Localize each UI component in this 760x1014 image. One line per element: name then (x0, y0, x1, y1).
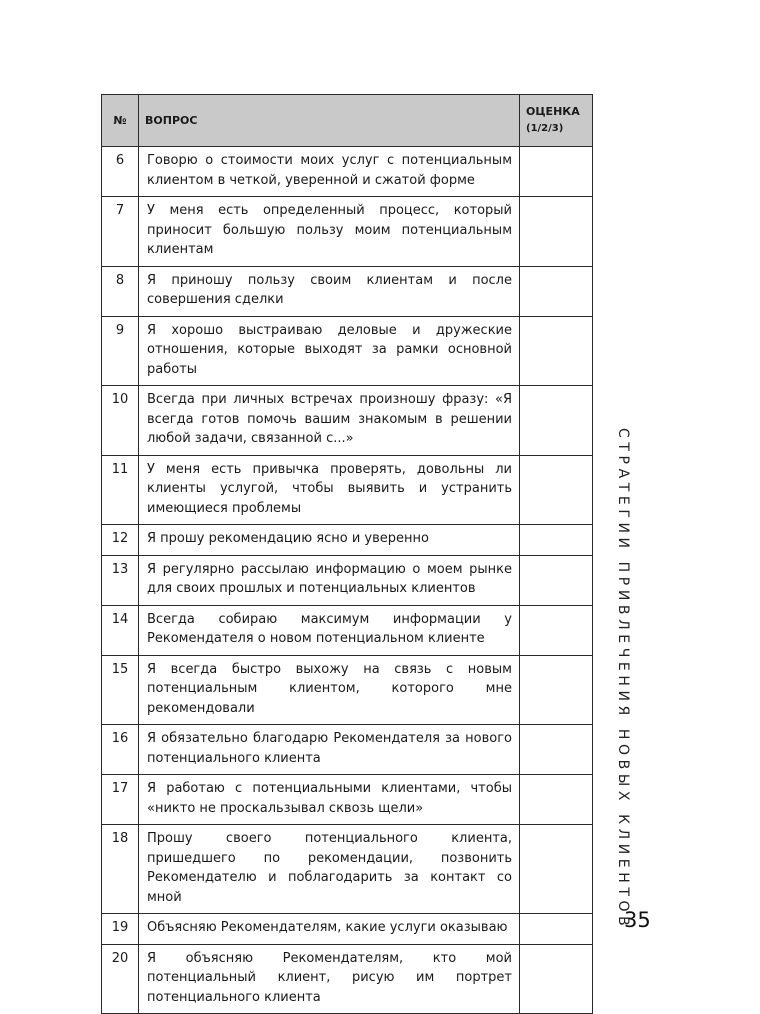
table-row (102, 266, 593, 316)
table-row (102, 944, 593, 1014)
assessment-table (101, 94, 593, 1014)
page-number: 35 (624, 908, 651, 932)
row-score-cell[interactable] (520, 605, 593, 655)
table-row (102, 825, 593, 914)
row-number: 11 (102, 455, 139, 525)
row-question: Я работаю с потенциальными клиентами, чтобы «никто не проскальзывал сквозь щели» (139, 775, 520, 825)
row-question: Я объясняю Рекомендателям, кто мой потенциальный клиент, рисую им портрет потенциального клиента (139, 944, 520, 1014)
row-number: 16 (102, 725, 139, 775)
table-row (102, 316, 593, 386)
row-score-cell[interactable] (520, 266, 593, 316)
row-score-cell[interactable] (520, 555, 593, 605)
table-row (102, 775, 593, 825)
table-row (102, 605, 593, 655)
row-score-cell[interactable] (520, 147, 593, 197)
row-score-cell[interactable] (520, 944, 593, 1014)
row-number: 12 (102, 525, 139, 556)
header-question: ВОПРОС (139, 95, 520, 147)
header-score-label: ОЦЕНКА (526, 105, 580, 118)
row-number: 14 (102, 605, 139, 655)
row-question: Прошу своего потенциального клиента, пришедшего по рекомендации, позвонить Рекомендателю и поблагодарить за контакт со мной (139, 825, 520, 914)
table-row (102, 655, 593, 725)
row-question: Всегда собираю максимум информации у Рекомендателя о новом потенциальном клиенте (139, 605, 520, 655)
table-row (102, 914, 593, 945)
row-score-cell[interactable] (520, 775, 593, 825)
row-score-cell[interactable] (520, 197, 593, 267)
row-question: Я обязательно благодарю Рекомендателя за нового потенциального клиента (139, 725, 520, 775)
row-question: Говорю о стоимости моих услуг с потенциальным клиентом в четкой, уверенной и сжатой форме (139, 147, 520, 197)
row-score-cell[interactable] (520, 725, 593, 775)
header-score (520, 95, 593, 147)
row-question: Я всегда быстро выхожу на связь с новым потенциальным клиентом, которого мне рекомендовали (139, 655, 520, 725)
row-question: Всегда при личных встречах произношу фразу: «Я всегда готов помочь вашим знакомым в решении любой задачи, связанной с...» (139, 386, 520, 456)
row-question: Я хорошо выстраиваю деловые и дружеские отношения, которые выходят за рамки основной работы (139, 316, 520, 386)
row-question: Объясняю Рекомендателям, какие услуги оказываю (139, 914, 520, 945)
row-score-cell[interactable] (520, 825, 593, 914)
row-score-cell[interactable] (520, 525, 593, 556)
header-score-scale: (1/2/3) (526, 123, 564, 134)
row-score-cell[interactable] (520, 655, 593, 725)
row-number: 15 (102, 655, 139, 725)
row-number: 10 (102, 386, 139, 456)
row-question: Я приношу пользу своим клиентам и после совершения сделки (139, 266, 520, 316)
table-row (102, 555, 593, 605)
row-question: Я регулярно рассылаю информацию о моем рынке для своих прошлых и потенциальных клиентов (139, 555, 520, 605)
row-number: 13 (102, 555, 139, 605)
table-row (102, 197, 593, 267)
table-row (102, 147, 593, 197)
table-row (102, 725, 593, 775)
section-title-vertical: СТРАТЕГИИ ПРИВЛЕЧЕНИЯ НОВЫХ КЛИЕНТОВ (615, 428, 631, 931)
table-row (102, 386, 593, 456)
row-score-cell[interactable] (520, 455, 593, 525)
row-number: 18 (102, 825, 139, 914)
row-number: 19 (102, 914, 139, 945)
row-number: 20 (102, 944, 139, 1014)
header-num: № (102, 95, 139, 147)
row-number: 9 (102, 316, 139, 386)
table-body (102, 147, 593, 1014)
row-score-cell[interactable] (520, 914, 593, 945)
table-row (102, 525, 593, 556)
row-question: У меня есть определенный процесс, который приносит большую пользу моим потенциальным клиентам (139, 197, 520, 267)
row-question: Я прошу рекомендацию ясно и уверенно (139, 525, 520, 556)
row-number: 17 (102, 775, 139, 825)
row-number: 6 (102, 147, 139, 197)
table-header-row (102, 95, 593, 147)
row-number: 7 (102, 197, 139, 267)
row-score-cell[interactable] (520, 316, 593, 386)
table-row (102, 455, 593, 525)
row-score-cell[interactable] (520, 386, 593, 456)
row-number: 8 (102, 266, 139, 316)
row-question: У меня есть привычка проверять, довольны ли клиенты услугой, чтобы выявить и устранить имеющиеся проблемы (139, 455, 520, 525)
